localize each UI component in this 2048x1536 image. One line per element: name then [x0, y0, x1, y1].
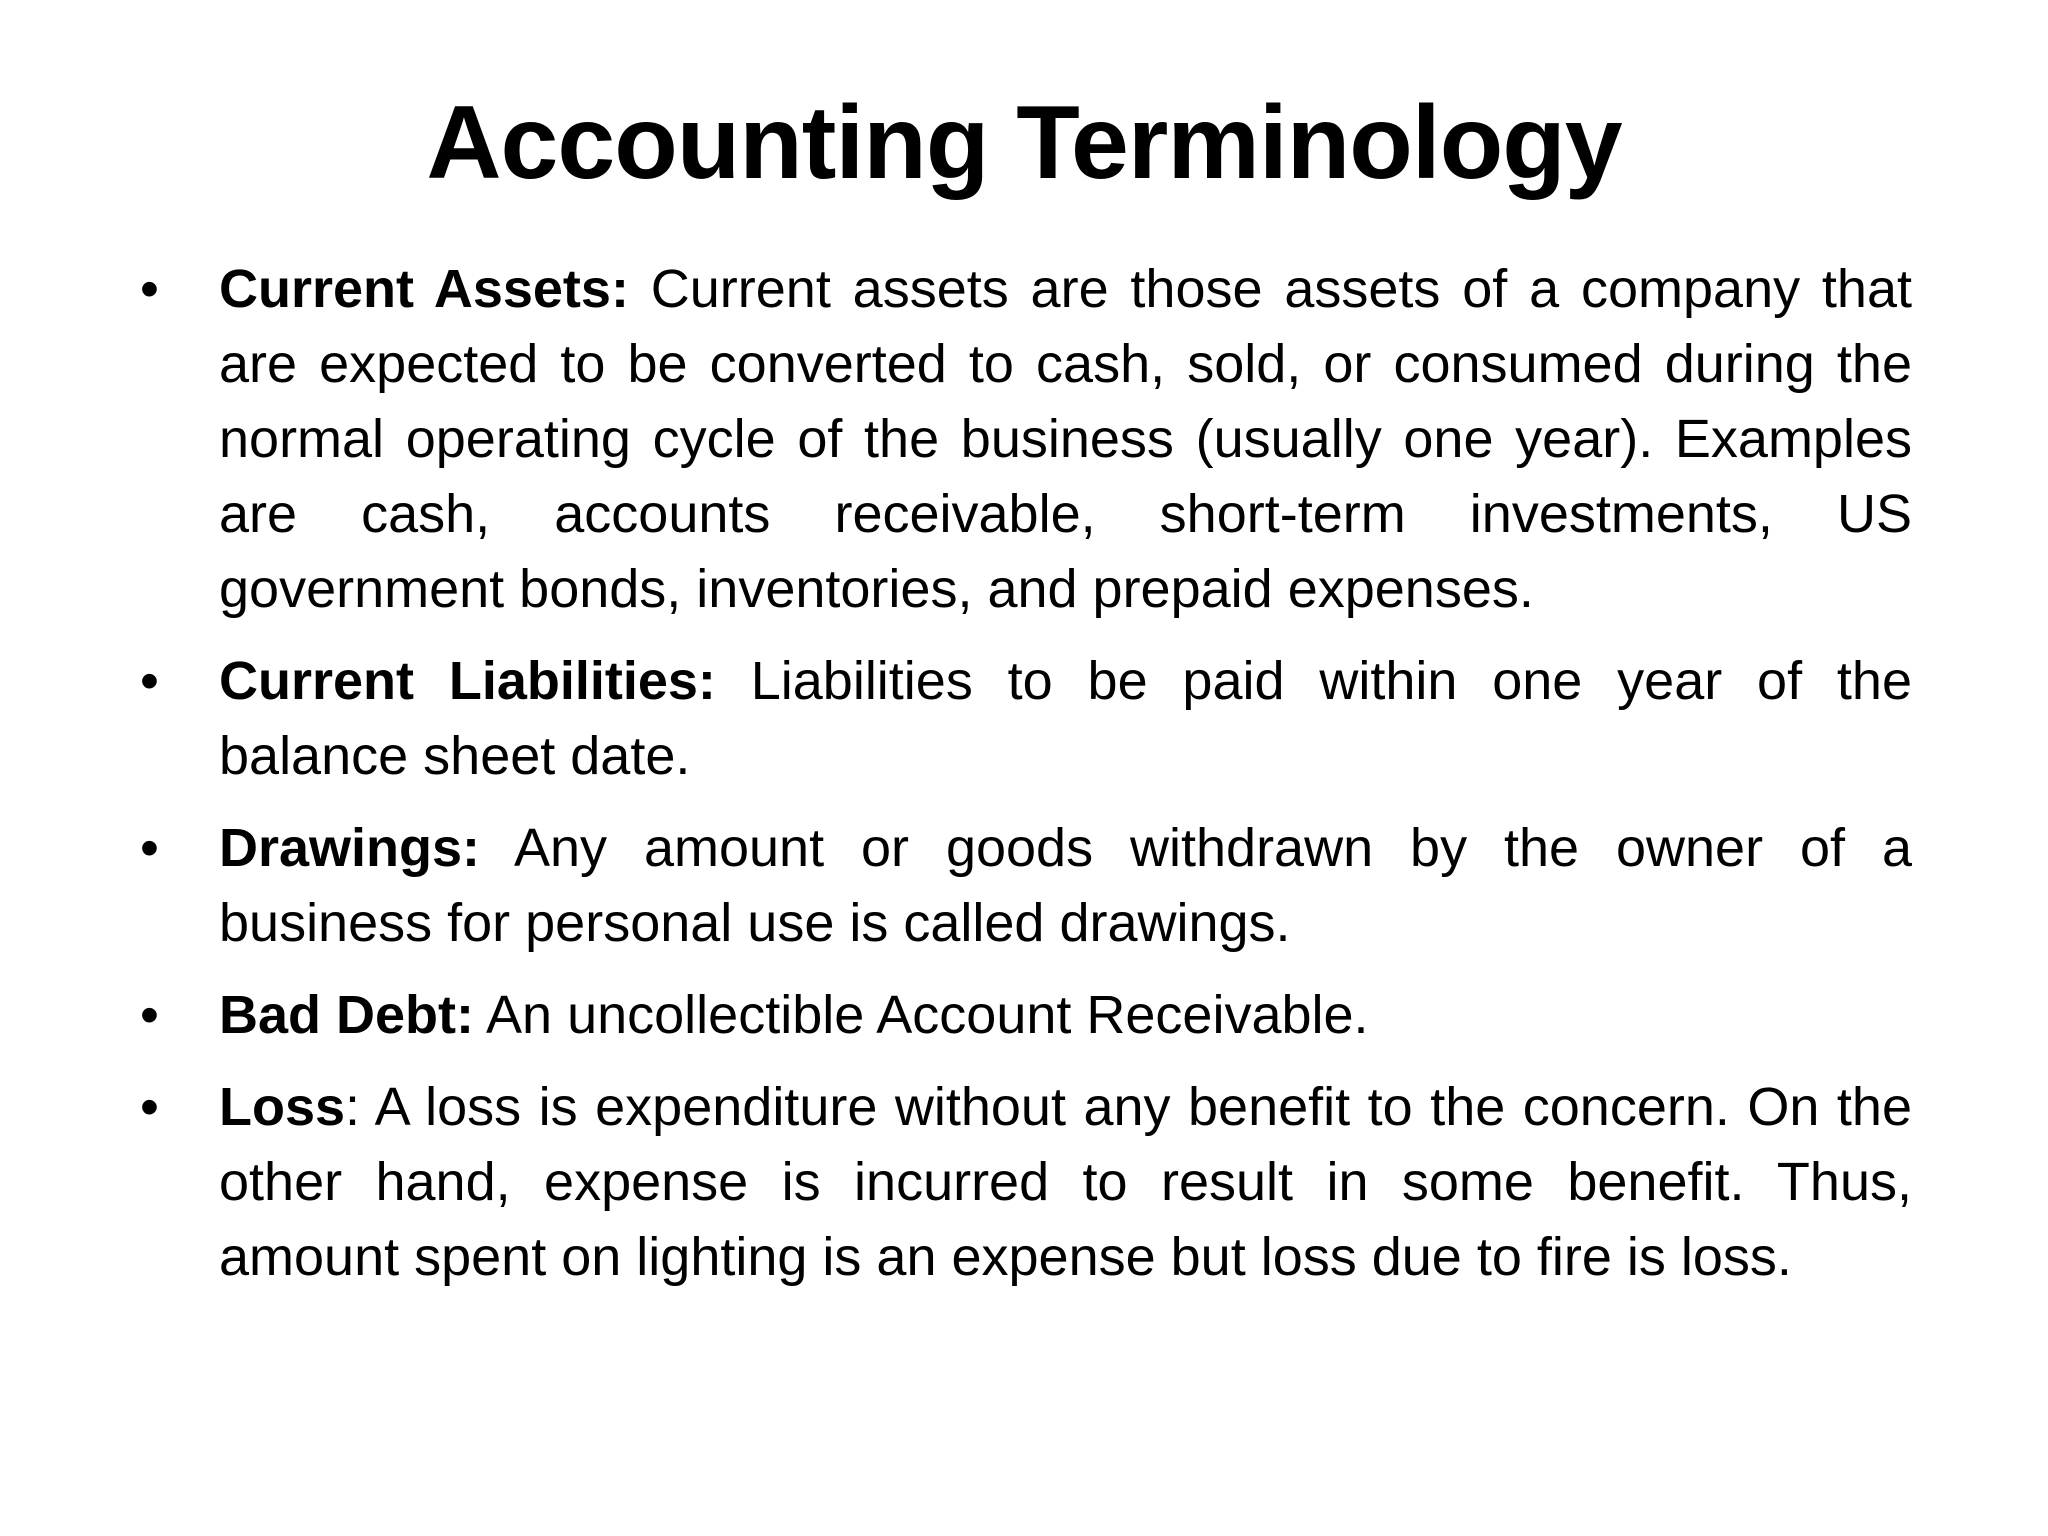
term-item-loss [140, 1070, 1912, 1295]
term-item-current-liabilities [140, 644, 1912, 794]
term-name: Current Liabilities: [219, 651, 716, 711]
bullet-icon: • [140, 651, 159, 711]
bullet-icon: • [140, 985, 159, 1045]
term-list [140, 252, 1912, 1312]
term-definition: Liabilities to be paid within one year of the balance sheet date. [219, 651, 1912, 786]
slide-title: Accounting Terminology [426, 85, 1622, 201]
term-item-current-assets [140, 252, 1912, 627]
term-name: Current Assets: [219, 259, 629, 319]
term-name: Drawings: [219, 818, 481, 878]
term-definition: Any amount or goods withdrawn by the owner of a business for personal use is called drawings. [219, 818, 1912, 953]
term-separator: : [345, 1077, 361, 1137]
term-definition: Current assets are those assets of a company that are expected to be converted to cash, sold, or consumed during the normal operating cycle of the business (usually one year). Examples are cash, accounts receivable, short-term investments, US government bonds, inventories, and prepaid expenses. [219, 259, 1912, 619]
term-name: Loss [219, 1077, 346, 1137]
term-definition: An uncollectible Account Receivable. [474, 985, 1369, 1045]
term-item-bad-debt [140, 978, 1912, 1053]
bullet-icon: • [140, 259, 159, 319]
bullet-icon: • [140, 1077, 159, 1137]
term-item-drawings [140, 811, 1912, 961]
term-name: Bad Debt: [219, 985, 474, 1045]
term-definition: A loss is expenditure without any benefit to the concern. On the other hand, expense is incurred to result in some benefit. Thus, amount spent on lighting is an expense but loss due to fire is loss. [219, 1077, 1912, 1287]
bullet-icon: • [140, 818, 159, 878]
